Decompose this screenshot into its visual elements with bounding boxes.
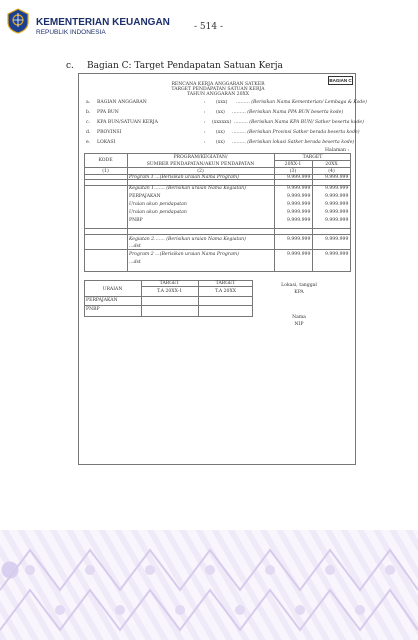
field-separator: : — [204, 100, 206, 105]
field-description: ……… (Berisikan Nama PPA BUN beserta kode) — [232, 110, 344, 115]
row-value-1: 9.999.999 — [287, 194, 311, 199]
table-divider — [84, 228, 351, 229]
form-title-line-3: TAHUN ANGGARAN 20XX — [186, 92, 250, 97]
decorative-batik-footer — [0, 530, 418, 640]
table-column-line — [312, 160, 313, 272]
field-code: (xx) — [216, 110, 225, 115]
section-title: Bagian C: Target Pendapatan Satuan Kerja — [87, 61, 283, 71]
row-text: Kegiatan 2……. (Berisikan uraian Nama Kegiatan) — [129, 237, 246, 242]
field-description: ……… (Berisikan Nama KPA BUN/ Satker beserta kode) — [234, 120, 364, 125]
col-number-1: (1) — [102, 169, 109, 174]
summary-header-target-1: TARGET — [159, 281, 180, 286]
page-label: Halaman : — [325, 148, 350, 153]
field-separator: : — [204, 110, 206, 115]
summary-header-target-2: TARGET — [215, 281, 236, 286]
row-text: PNBP — [129, 218, 143, 223]
form-badge: BAGIAN C — [329, 78, 352, 83]
field-separator: : — [204, 120, 206, 125]
row-value-1: 9.999.999 — [287, 237, 311, 242]
signature-name: Nama — [292, 315, 306, 320]
summary-divider — [141, 286, 253, 287]
field-separator: : — [204, 140, 206, 145]
summary-divider — [84, 305, 253, 306]
col-header-program: PROGRAM/KEGIATAN/ — [173, 155, 228, 160]
field-code: (xxxxxx) — [212, 120, 232, 125]
form-document — [78, 73, 367, 465]
row-value-2: 9.999.999 — [325, 252, 349, 257]
row-text: Uraian akun pendapatan — [129, 202, 187, 207]
row-value-2: 9.999.999 — [325, 194, 349, 199]
summary-divider — [84, 296, 253, 297]
row-text: Uraian akun pendapatan — [129, 210, 187, 215]
field-letter: a. — [86, 100, 91, 105]
col-header-target: TARGET — [302, 155, 323, 160]
row-text: Program 1 …(Berisikan uraian Nama Program) — [129, 175, 239, 180]
org-subtitle: REPUBLIK INDONESIA — [36, 29, 106, 36]
row-value-2: 9.999.999 — [325, 218, 349, 223]
field-label: PROVINSI — [97, 130, 122, 135]
row-value-1: 9.999.999 — [287, 218, 311, 223]
signature-role: KPA — [294, 290, 304, 295]
row-value-1: 9.999.999 — [287, 210, 311, 215]
col-number-2: (2) — [197, 169, 204, 174]
field-label: BAGIAN ANGGARAN — [97, 100, 147, 105]
row-value-2: 9.999.999 — [325, 202, 349, 207]
row-value-2: 9.999.999 — [325, 237, 349, 242]
field-code: (xx) — [216, 130, 225, 135]
row-value-1: 9.999.999 — [287, 202, 311, 207]
page-number: - 514 - — [194, 22, 223, 32]
col-header-kode: KODE — [98, 158, 113, 163]
field-label: LOKASI — [97, 140, 116, 145]
row-value-2: 9.999.999 — [325, 186, 349, 191]
summary-row-pnbp: PNBP — [86, 307, 100, 312]
field-letter: c. — [86, 120, 91, 125]
col-header-year-2: 20XX — [325, 162, 338, 167]
table-divider — [84, 249, 351, 250]
summary-header-ta-2: T.A 20XX — [214, 289, 236, 294]
field-letter: e. — [86, 140, 91, 145]
field-letter: d. — [86, 130, 91, 135]
table-divider — [84, 234, 351, 235]
row-value-1: 9.999.999 — [287, 252, 311, 257]
row-value-1: 9.999.999 — [287, 186, 311, 191]
field-code: (xx) — [216, 140, 225, 145]
field-description: ……… (Berisikan Nama Kementerian/ Lembaga & Kode) — [236, 100, 367, 105]
row-value-2: 9.999.999 — [325, 210, 349, 215]
field-letter: b. — [86, 110, 91, 115]
form-title-line-1: RENCANA KERJA ANGGARAN SATKER — [171, 82, 265, 87]
field-label: KPA BUN/SATUAN KERJA — [97, 120, 158, 125]
row-text: Kegiatan 1……. (Berisikan uraian Nama Kegiatan) — [129, 186, 246, 191]
field-code: (xxx) — [216, 100, 228, 105]
field-label: PPA BUN — [97, 110, 119, 115]
col-number-3: (3) — [289, 169, 297, 174]
row-text: …dst — [129, 244, 141, 249]
row-text: Program 2 …(Berisikan uraian Nama Program) — [129, 252, 239, 257]
col-header-program-2: SUMBER PENDAPATAN/AKUN PENDAPATAN — [146, 162, 255, 167]
form-title-line-2: TARGET PENDAPATAN SATUAN KERJA — [171, 87, 265, 92]
col-header-year-1: 20XX-1 — [284, 162, 302, 167]
row-value-2: 9.999.999 — [325, 175, 349, 180]
section-letter: c. — [66, 61, 74, 71]
signature-place-date: Lokasi, tanggal — [281, 283, 317, 288]
row-text: PERPAJAKAN — [129, 194, 161, 199]
summary-row-perpajakan: PERPAJAKAN — [86, 298, 118, 303]
ministry-logo-icon — [6, 8, 30, 34]
summary-header-uraian: URAIAN — [102, 287, 123, 292]
field-description: ……… (Berisikan lokasi Satker berada beserta kode) — [232, 140, 355, 145]
summary-header-ta-1: T.A 20XX-1 — [156, 289, 183, 294]
col-number-4: (4) — [328, 169, 335, 174]
batik-pattern-icon — [0, 530, 418, 640]
signature-nip: NIP — [294, 322, 304, 327]
field-separator: : — [204, 130, 206, 135]
row-text: …dst — [129, 260, 141, 265]
row-value-1: 9.999.999 — [287, 175, 311, 180]
org-name: KEMENTERIAN KEUANGAN — [36, 17, 170, 28]
field-description: ……… (Berisikan Provinsi Satker berada beserta kode) — [232, 130, 360, 135]
table-divider — [84, 167, 351, 168]
